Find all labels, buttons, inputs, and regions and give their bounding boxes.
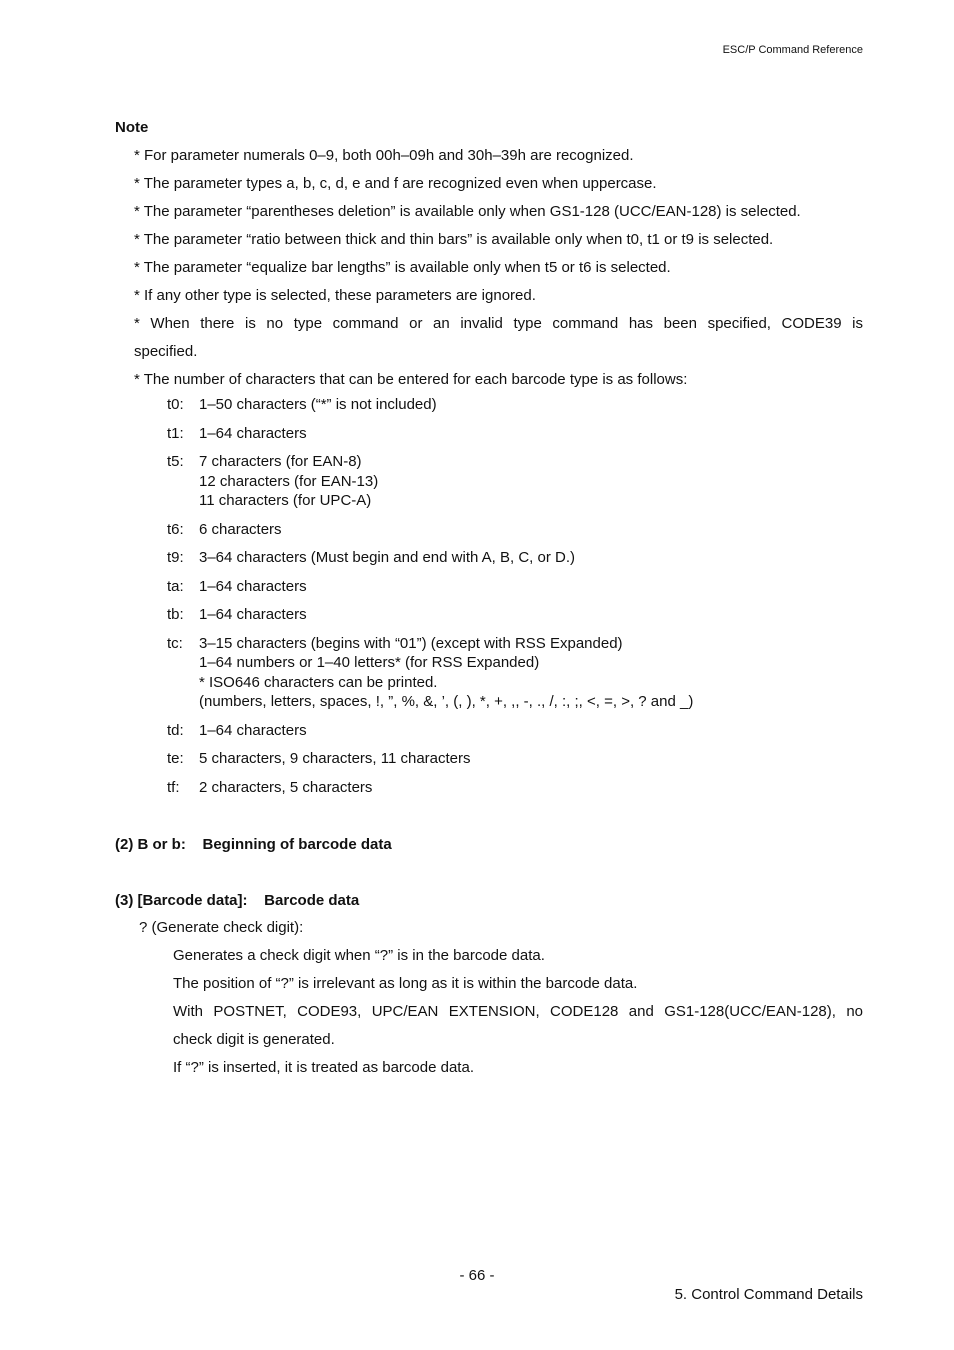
type-description: 2 characters, 5 characters [199,778,373,796]
type-code: t1: [167,424,184,442]
section-heading-barcode-data: (3) [Barcode data]: Barcode data [115,892,360,909]
check-digit-line: If “?” is inserted, it is treated as barcode data. [173,1059,474,1076]
type-code: ta: [167,577,184,595]
type-code: t5: [167,453,184,470]
type-description: 1–64 characters [199,577,307,595]
type-description: 1–50 characters (“*” is not included) [199,396,437,413]
page-number: - 66 - [459,1267,495,1284]
type-description: 6 characters [199,520,282,538]
note-item-default-type: * When there is no type command or an invalid type command has been specified, CODE39 is [134,315,863,332]
type-row-tb [167,605,863,625]
type-row-t5 [167,452,863,511]
note-item: * For parameter numerals 0–9, both 00h–09h and 30h–39h are recognized. [134,147,634,164]
type-row-ta [167,577,863,597]
note-item: * If any other type is selected, these parameters are ignored. [134,287,536,304]
chapter-footer: 5. Control Command Details [674,1286,863,1303]
type-description: 1–64 characters [199,606,307,623]
check-digit-line: The position of “?” is irrelevant as long as it is within the barcode data. [173,975,638,992]
type-code: t0: [167,396,184,413]
type-description: * ISO646 characters can be printed. [199,673,438,691]
note-item: * The parameter “ratio between thick and thin bars” is available only when t0, t1 or t9 is selected. [134,231,774,248]
type-code: t9: [167,549,184,566]
type-row-tc [167,634,863,712]
type-code: t6: [167,520,184,538]
type-code: td: [167,721,184,739]
type-row-t9 [167,548,863,568]
type-row-t1 [167,424,863,444]
type-row-te [167,749,863,769]
type-description: 3–15 characters (begins with “01”) (except with RSS Expanded) [199,634,623,652]
barcode-type-list [167,395,863,806]
check-digit-line: check digit is generated. [173,1031,335,1048]
type-row-td [167,721,863,741]
type-description: 1–64 numbers or 1–40 letters* (for RSS Expanded) [199,654,540,671]
type-description: 1–64 characters [199,424,307,442]
running-header: ESC/P Command Reference [722,44,863,56]
note-item-character-count: * The number of characters that can be entered for each barcode type is as follows: [134,371,688,388]
check-digit-line: With POSTNET, CODE93, UPC/EAN EXTENSION, CODE128 and GS1-128(UCC/EAN-128), no [173,1003,863,1020]
type-description: 11 characters (for UPC-A) [199,492,372,509]
type-code: te: [167,750,184,767]
note-item: * The parameter types a, b, c, d, e and f are recognized even when uppercase. [134,175,657,192]
type-description: 3–64 characters (Must begin and end with A, B, C, or D.) [199,549,576,566]
type-code: tc: [167,634,183,652]
type-row-t6 [167,520,863,540]
type-description: 12 characters (for EAN-13) [199,472,379,490]
check-digit-description [173,942,863,1082]
type-description: 7 characters (for EAN-8) [199,453,362,470]
type-description: (numbers, letters, spaces, !, ”, %, &, ’, (, ), *, +, ,, -, ., /, :, ;, <, =, >, ? and _) [199,693,694,710]
type-code: tf: [167,778,180,796]
check-digit-line: Generates a check digit when “?” is in the barcode data. [173,947,545,964]
note-item: * The parameter “parentheses deletion” is available only when GS1-128 (UCC/EAN-128) is selected. [134,203,801,220]
type-description: 1–64 characters [199,721,307,739]
note-item: * The parameter “equalize bar lengths” is available only when t5 or t6 is selected. [134,259,671,276]
type-code: tb: [167,606,184,623]
type-row-t0 [167,395,863,415]
type-row-tf [167,778,863,798]
type-description: 5 characters, 9 characters, 11 characters [199,750,471,767]
check-digit-title: ? (Generate check digit): [139,919,304,936]
note-item-default-type-end: specified. [134,343,198,360]
section-heading-beginning-of-barcode-data: (2) B or b: Beginning of barcode data [115,836,392,853]
note-list [134,142,863,394]
note-title: Note [115,119,149,136]
